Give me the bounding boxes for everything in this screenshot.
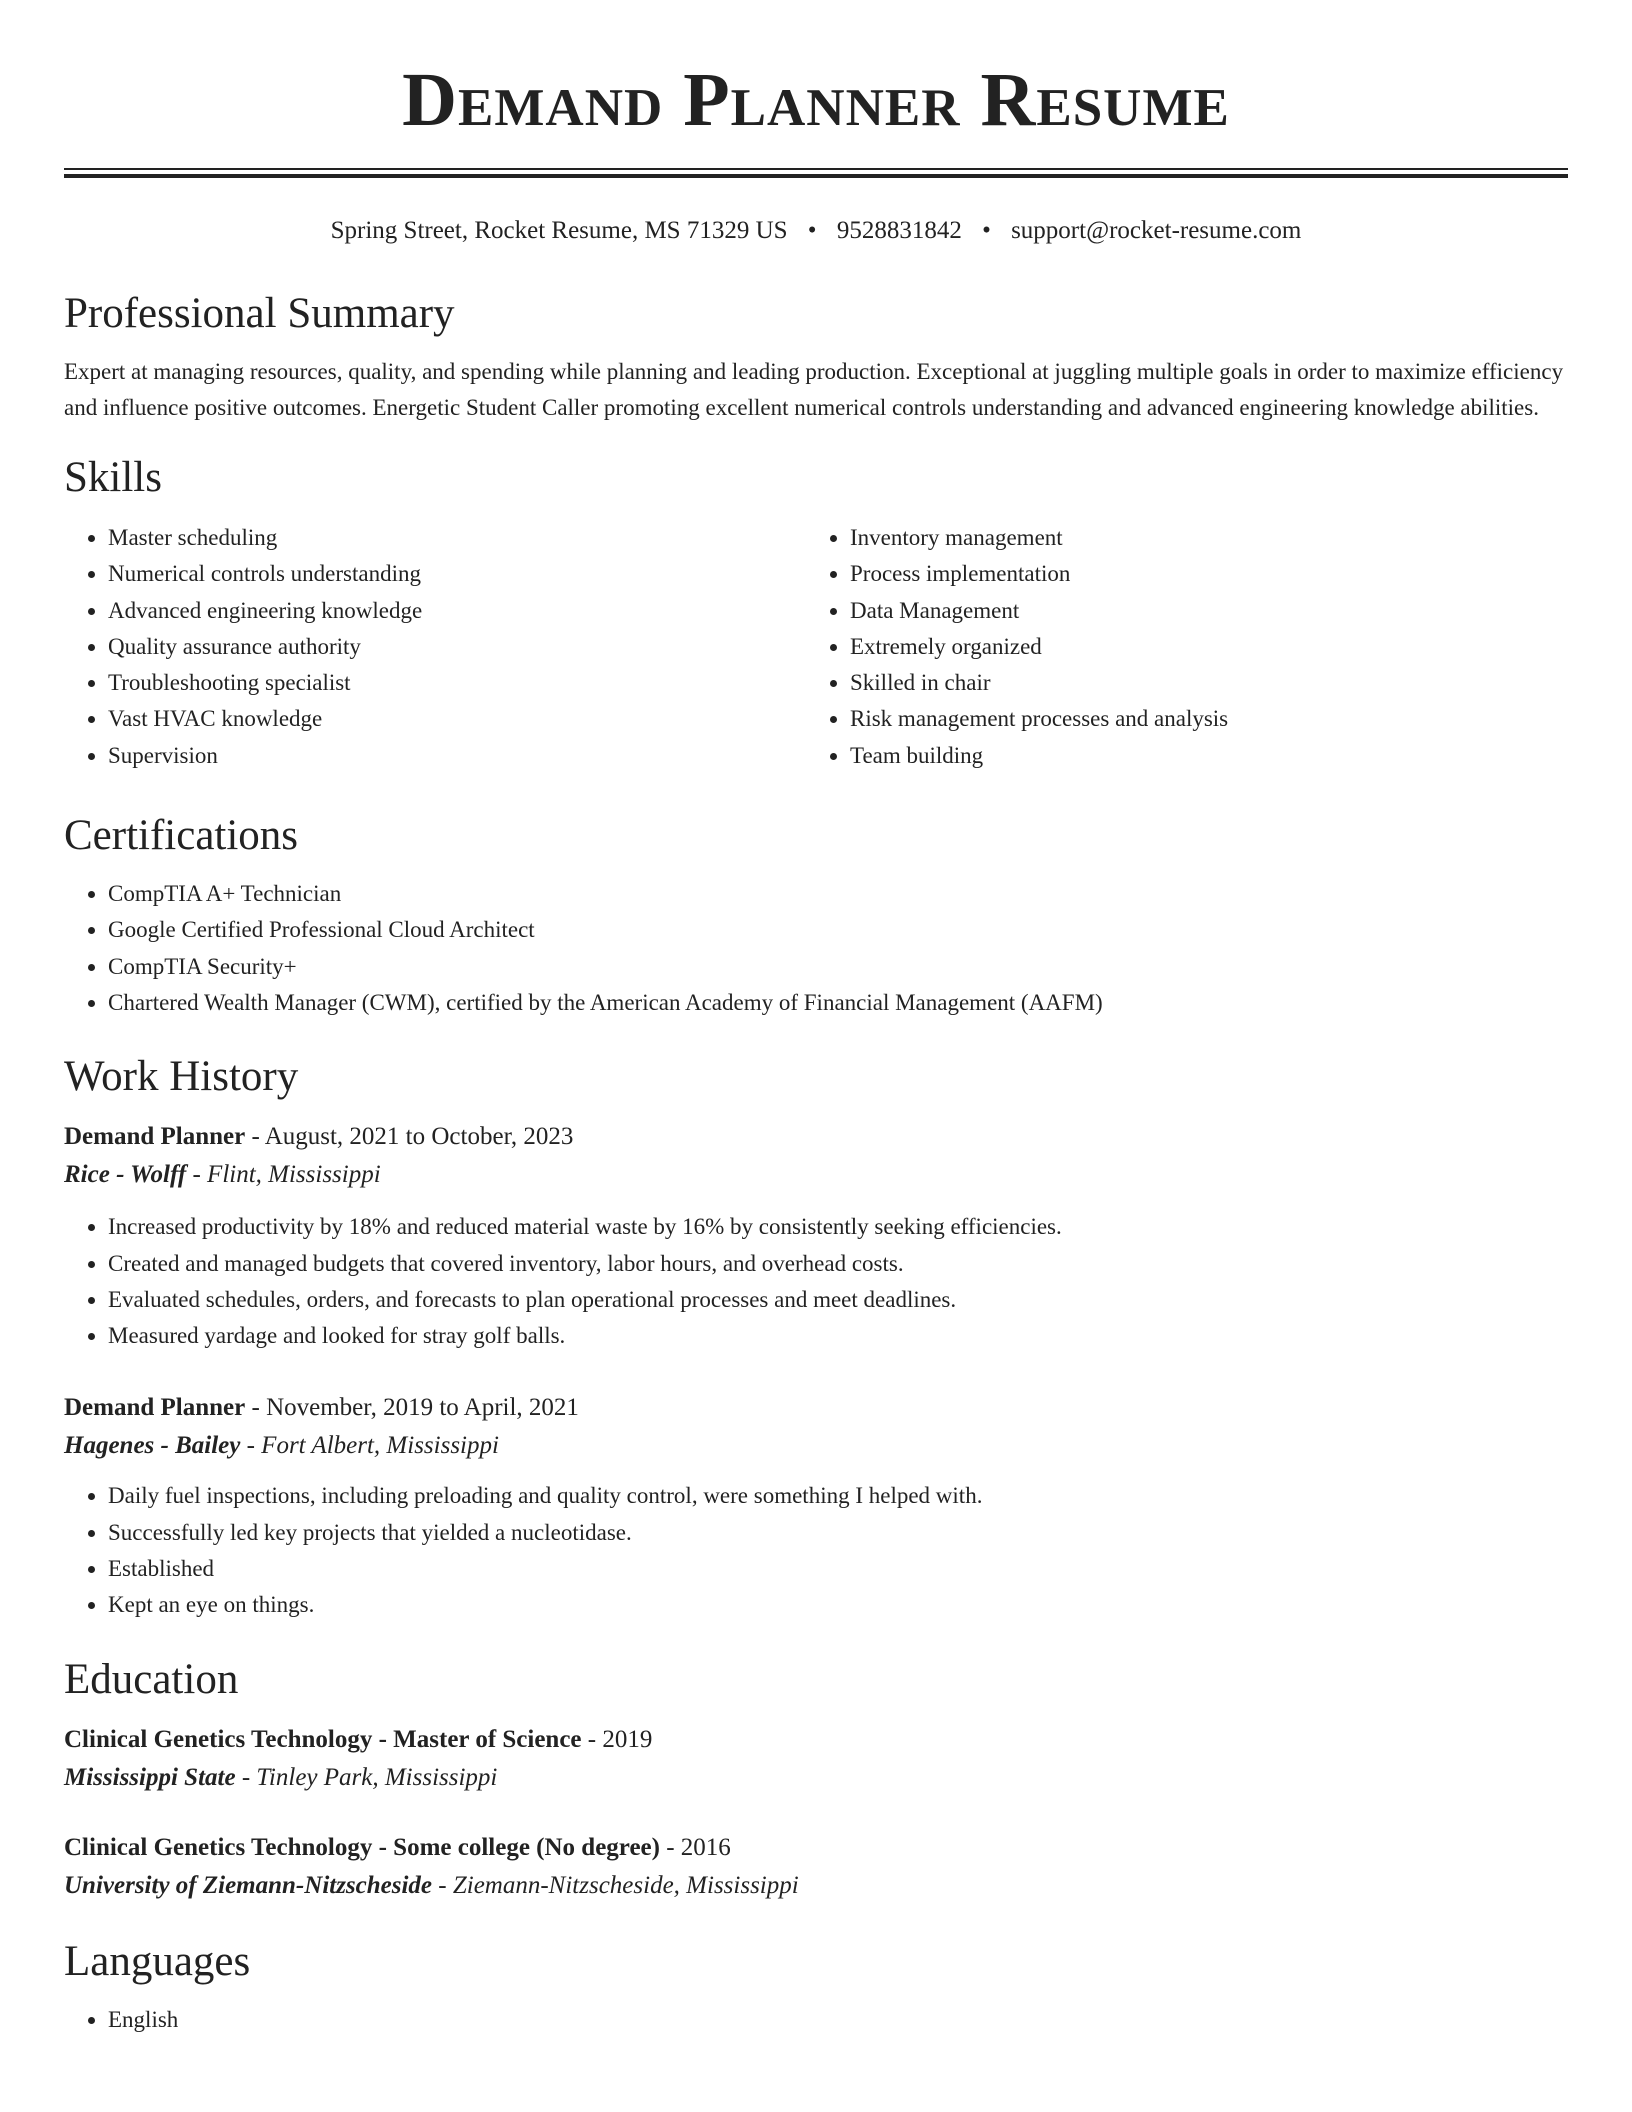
education-degree: Clinical Genetics Technology - Master of Science — [64, 1725, 582, 1753]
summary-heading: Professional Summary — [64, 290, 455, 337]
certification-item: • Chartered Wealth Manager (CWM), certified by the American Academy of Financial Management (AAFM) — [108, 985, 1568, 1021]
resume-page — [64, 0, 1568, 2038]
education-degree: Clinical Genetics Technology - Some college (No degree) — [64, 1833, 660, 1861]
skills-heading: Skills — [64, 454, 162, 501]
resume-title: Demand Planner Resume — [402, 58, 1230, 142]
summary-text: Expert at managing resources, quality, and spending while planning and leading production. Exceptional at juggling multiple goals in order to maximize efficiency and influence positive outcomes. Energetic Student Caller promoting excellent numerical controls understanding and advanced engineering knowledge abilities. — [64, 359, 1564, 420]
job-location: - Fort Albert, Mississippi — [240, 1432, 499, 1460]
education-school: Mississippi State — [64, 1763, 236, 1791]
languages-heading: Languages — [64, 1937, 251, 1985]
job-dates: - November, 2019 to April, 2021 — [245, 1394, 579, 1422]
job-title: Demand Planner — [64, 1123, 246, 1151]
job-dates: - August, 2021 to October, 2023 — [245, 1123, 574, 1151]
contact-email: support@rocket-resume.com — [1011, 217, 1302, 244]
skills-list-left — [64, 520, 806, 774]
education-year: - 2016 — [659, 1833, 731, 1861]
skill-item: • Numerical controls understanding — [108, 556, 806, 592]
job-bullet: • Successfully led key projects that yielded a nucleotidase. — [108, 1515, 1568, 1551]
job-title: Demand Planner — [64, 1394, 246, 1422]
certification-item: • CompTIA A+ Technician — [108, 876, 1568, 912]
skill-item: • Quality assurance authority — [108, 629, 806, 665]
skill-item: • Inventory management — [850, 520, 1550, 556]
job-employer — [64, 1155, 1568, 1195]
job-bullet: • Established — [108, 1551, 1568, 1587]
job-bullet: • Measured yardage and looked for stray golf balls. — [108, 1318, 1568, 1354]
education-school-line — [64, 1866, 1568, 1906]
contact-phone: 9528831842 — [836, 217, 962, 244]
skill-item: • Master scheduling — [108, 520, 806, 556]
title-divider — [64, 168, 1568, 178]
skill-item: • Data Management — [850, 593, 1550, 629]
certifications-heading: Certifications — [64, 812, 299, 860]
education-header — [64, 1722, 1568, 1758]
skill-item: • Troubleshooting specialist — [108, 665, 806, 701]
job-header — [64, 1390, 1568, 1426]
skill-item: • Advanced engineering knowledge — [108, 593, 806, 629]
language-item: • English — [108, 2002, 1568, 2038]
education-school: University of Ziemann-Nitzscheside — [64, 1871, 433, 1899]
contact-line — [64, 214, 1568, 248]
job-bullet: • Evaluated schedules, orders, and forecasts to plan operational processes and meet deadlines. — [108, 1282, 1568, 1318]
certification-item: • CompTIA Security+ — [108, 949, 1568, 985]
job-location: - Flint, Mississippi — [186, 1161, 381, 1189]
job-bullet: • Daily fuel inspections, including preloading and quality control, were something I helped with. — [108, 1478, 1568, 1514]
education-school-line — [64, 1758, 1568, 1798]
skill-item: • Team building — [850, 738, 1550, 774]
job-company: Rice - Wolff — [64, 1161, 187, 1189]
skill-item: • Vast HVAC knowledge — [108, 701, 806, 737]
education-location: - Tinley Park, Mississippi — [235, 1763, 498, 1791]
certification-item: • Google Certified Professional Cloud Architect — [108, 912, 1568, 948]
contact-separator: • — [982, 217, 991, 244]
education-year: - 2019 — [581, 1725, 653, 1753]
skill-item: • Supervision — [108, 738, 806, 774]
job-bullet: • Increased productivity by 18% and reduced material waste by 16% by consistently seeking efficiencies. — [108, 1209, 1568, 1245]
skill-item: • Extremely organized — [850, 629, 1550, 665]
job-bullet: • Created and managed budgets that covered inventory, labor hours, and overhead costs. — [108, 1246, 1568, 1282]
job-company: Hagenes - Bailey — [64, 1432, 241, 1460]
contact-address: Spring Street, Rocket Resume, MS 71329 US — [330, 217, 788, 244]
skill-item: • Skilled in chair — [850, 665, 1550, 701]
job-employer — [64, 1426, 1568, 1466]
job-header — [64, 1119, 1568, 1155]
job-bullets — [64, 1478, 1568, 1623]
certifications-list — [64, 876, 1568, 1021]
skill-item: • Risk management processes and analysis — [850, 701, 1550, 737]
languages-list — [64, 2002, 1568, 2038]
skill-item: • Process implementation — [850, 556, 1550, 592]
job-bullet: • Kept an eye on things. — [108, 1587, 1568, 1623]
skills-columns — [64, 520, 1568, 774]
work-history-heading: Work History — [64, 1053, 299, 1101]
job-bullets — [64, 1209, 1568, 1354]
contact-separator: • — [807, 217, 817, 244]
education-header — [64, 1830, 1568, 1866]
education-heading: Education — [64, 1655, 239, 1703]
education-location: - Ziemann-Nitzscheside, Mississippi — [432, 1871, 799, 1899]
skills-list-right — [806, 520, 1550, 774]
